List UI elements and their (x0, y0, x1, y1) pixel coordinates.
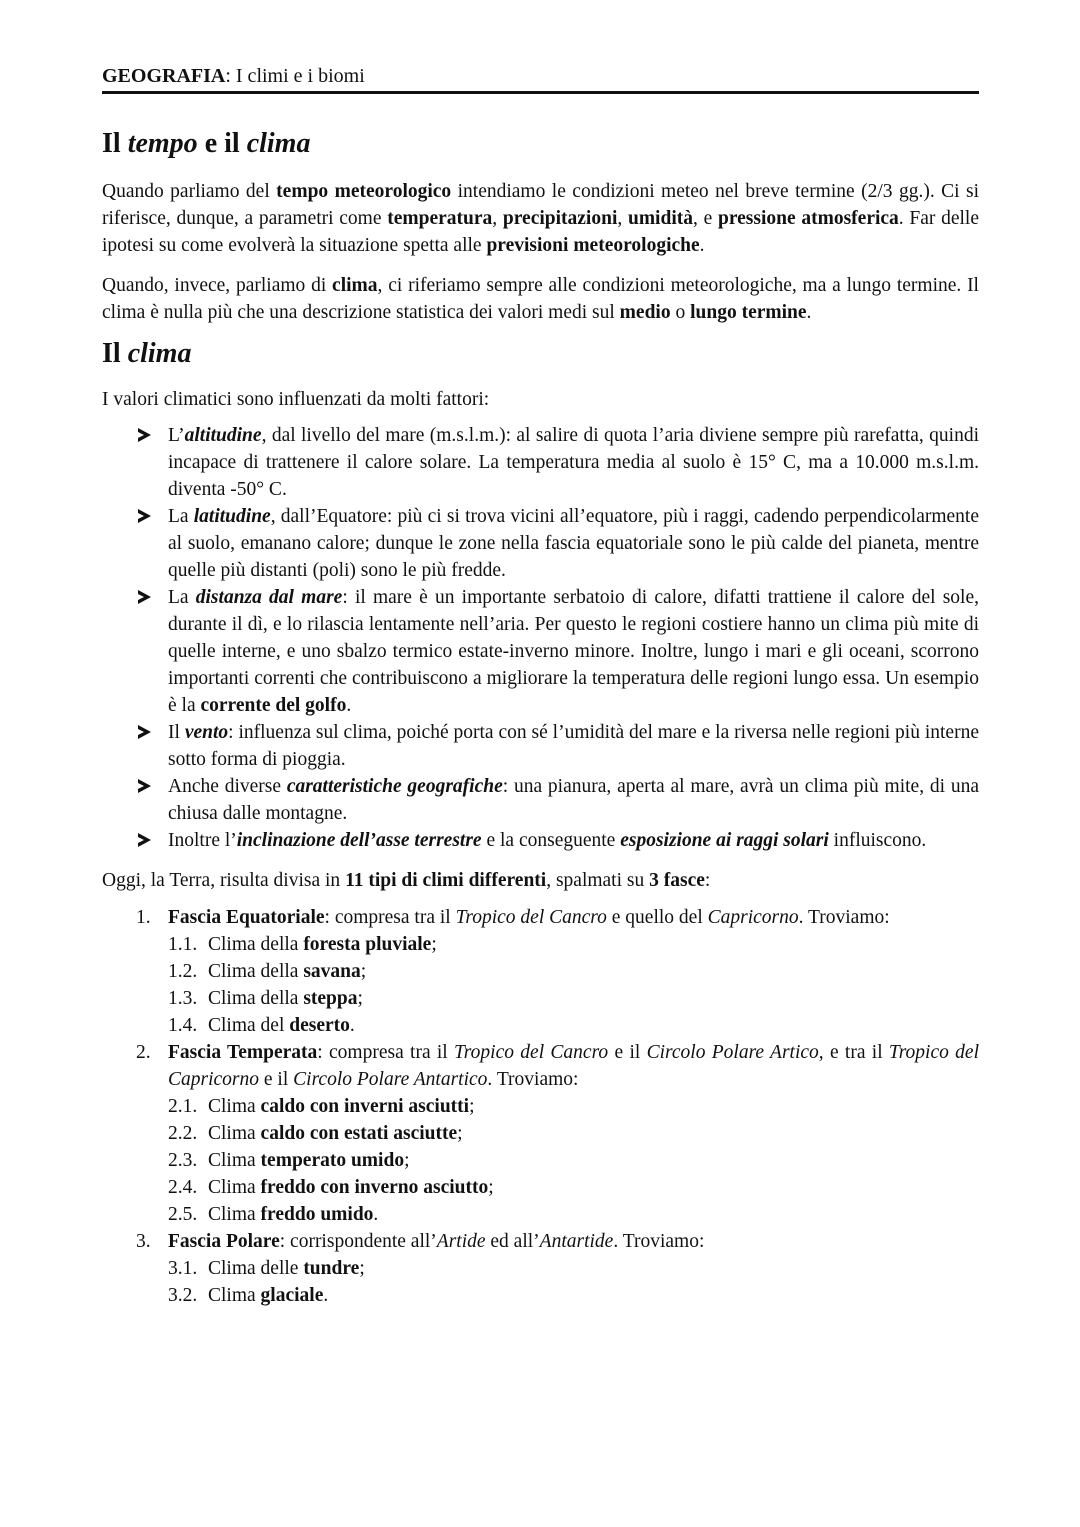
title-italic-tempo: tempo (127, 128, 198, 159)
climate-item: 2.3. Clima temperato umido; (168, 1150, 410, 1171)
paragraph-tempo: Quando parliamo del tempo meteorologico intendiamo le condizioni meteo nel breve termine (2/3 gg.). Ci si riferisce, dunque, a parametri come temperatura, precipitazioni, umidità, e pressione atmosferica. Far delle ipotesi su come evolverà la situazione spetta alle previsioni meteorologiche. (102, 181, 980, 256)
climate-item: 1.3. Clima della steppa; (168, 988, 363, 1009)
arrow-bullet-icon (138, 725, 151, 739)
climate-item: 1.4. Clima del deserto. (168, 1015, 355, 1036)
page-content (102, 126, 979, 1309)
factor-distanza-mare: La distanza dal mare: il mare è un importante serbatoio di calore, difatti trattiene il calore del sole, durante il dì, e lo rilascia lentamente nell’aria. Per questo le regioni costiere hanno un clima più mite di quelle interne, e uno sbalzo termico estate-inverno minore. Inoltre, lungo i mari e gli oceani, scorrono importanti correnti che contribuiscono a migliorare la temperatura delle regioni lungo essa. Un esempio è la corrente del golfo. (102, 584, 979, 719)
header-rule (102, 91, 979, 94)
zone-number: 2. (136, 1042, 151, 1063)
climate-item: 3.2. Clima glaciale. (168, 1285, 329, 1306)
climate-item: 3.1. Clima delle tundre; (168, 1258, 365, 1279)
arrow-bullet-icon (138, 590, 151, 604)
arrow-bullet-icon (138, 428, 151, 442)
paragraph-clima: Quando, invece, parliamo di clima, ci riferiamo sempre alle condizioni meteorologiche, ma a lungo termine. Il clima è nulla più che una descrizione statistica dei valori medi sul medio o lungo termine. (102, 275, 979, 323)
factors-intro: I valori climatici sono influenzati da molti fattori: (102, 389, 490, 410)
title-text: Il (102, 338, 128, 369)
header-subject: GEOGRAFIA (102, 65, 226, 87)
climate-item: 2.2. Clima caldo con estati asciutte; (168, 1123, 463, 1144)
factor-altitudine: L’altitudine, dal livello del mare (m.s.l.m.): al salire di quota l’aria diviene sempre più rarefatta, quindi incapace di trattenere il calore solare. La temperatura media al suolo è 15° C, ma a 10.000 m.s.l.m. diventa -50° C. (102, 422, 979, 503)
zone-equatoriale: 1. Fascia Equatoriale: compresa tra il Tropico del Cancro e quello del Capricorno. Troviamo: 1.1. Clima della foresta pluviale; 1.2. Clima della savana; 1.3. Clima della steppa; 1.4. Clima del deserto. (102, 904, 979, 1039)
zone-temperata: 2. Fascia Temperata: compresa tra il Tropico del Cancro e il Circolo Polare Artico, e tra il Tropico del Capricorno e il Circolo Polare Antartico. Troviamo: 2.1. Clima caldo con inverni asciutti; 2.2. Clima caldo con estati asciutte; 2.3. Clima temperato umido; 2.4. Clima freddo con inverno asciutto; 2.5. Clima freddo umido. (102, 1039, 979, 1228)
zone-polare: 3. Fascia Polare: corrispondente all’Artide ed all’Antartide. Troviamo: 3.1. Clima delle tundre; 3.2. Clima glaciale. (102, 1228, 979, 1309)
header-topic: : I climi e i biomi (225, 65, 365, 87)
climate-item: 1.2. Clima della savana; (168, 961, 367, 982)
climate-item: 2.4. Clima freddo con inverno asciutto; (168, 1177, 494, 1198)
zone-number: 1. (136, 907, 151, 928)
title-text: Il (102, 128, 128, 159)
zone-number: 3. (136, 1231, 151, 1252)
section-title-tempo-clima (102, 126, 979, 162)
factors-list (102, 422, 979, 854)
factor-latitudine: La latitudine, dall’Equatore: più ci si trova vicini all’equatore, più i raggi, cadendo perpendicolarmente al suolo, emanano calore; dunque le zone nella fascia equatoriale sono le più calde del pianeta, mentre quelle più distanti (poli) sono le più fredde. (102, 503, 979, 584)
page-header (102, 64, 979, 88)
factor-inclinazione: Inoltre l’inclinazione dell’asse terrestre e la conseguente esposizione ai raggi solari influiscono. (102, 827, 979, 854)
arrow-bullet-icon (138, 833, 151, 847)
climate-item: 1.1. Clima della foresta pluviale; (168, 934, 437, 955)
factor-vento: Il vento: influenza sul clima, poiché porta con sé l’umidità del mare e la riversa nelle regioni più interne sotto forma di pioggia. (102, 719, 979, 773)
title-italic-clima: clima (127, 338, 192, 369)
title-italic-clima: clima (246, 128, 311, 159)
arrow-bullet-icon (138, 509, 151, 523)
climate-item: 2.1. Clima caldo con inverni asciutti; (168, 1096, 475, 1117)
section-title-clima (102, 336, 979, 372)
zones-list (102, 904, 979, 1309)
arrow-bullet-icon (138, 779, 151, 793)
factor-caratteristiche: Anche diverse caratteristiche geografiche: una pianura, aperta al mare, avrà un clima più mite, di una chiusa dalle montagne. (102, 773, 979, 827)
climates-summary: Oggi, la Terra, risulta divisa in 11 tipi di climi differenti, spalmati su 3 fasce: (102, 870, 711, 891)
title-text: e il (197, 128, 247, 159)
climate-item: 2.5. Clima freddo umido. (168, 1204, 379, 1225)
